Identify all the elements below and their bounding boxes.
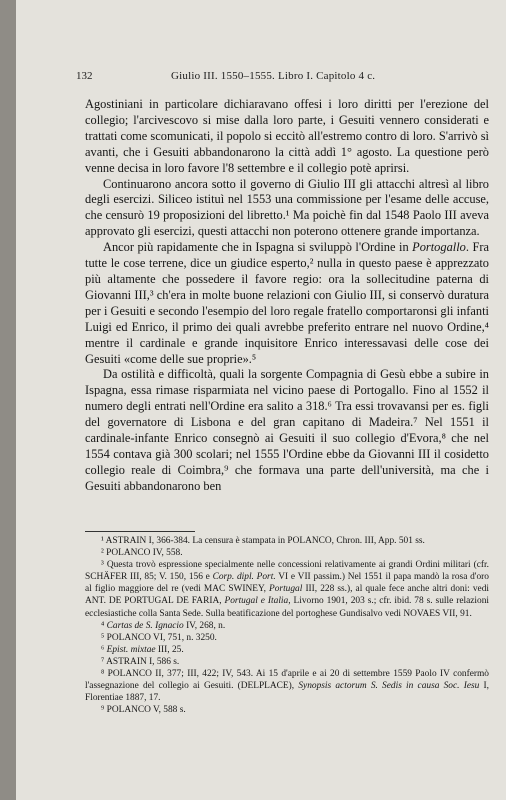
footnote-3 [85, 559, 489, 619]
paragraph-1: Agostiniani in particolare dichiaravano offesi i loro diritti per l'erezione del collegio; l'arcivescovo si mise dalla loro parte, i Gesuiti vennero considerati e trattati come scomunicati, il popolo si eccitò all'estremo contro di loro. S'arrivò sì avanti, che i Gesuiti abbandonarono la città addì 1° agosto. La questione però venne decisa in loro favore l'8 settembre e il collegio potè aprirsi. [85, 97, 489, 175]
main-text [85, 97, 489, 495]
paragraph-2: Continuarono ancora sotto il governo di Giulio III gli attacchi altresì al libro degli esercizi. Siliceo istituì nel 1553 una commissione per l'esame delle accuse, che censurò 19 proposizioni del libretto.¹ Ma poichè fin dal 1548 Paolo III aveva approvato gli esercizi, questi attacchi non poterono ottenere grande importanza. [85, 176, 489, 239]
page-number: 132 [76, 70, 93, 82]
footnote-8 [85, 668, 489, 704]
footnote-4-number: ⁴ [101, 620, 105, 631]
footnote-8-part: ⁸ POLANCO II, 377; III, 422; IV, 543. Ai 15 d'aprile e ai 20 di settembre 1559 Paolo IV confermò l'assegnazione del collegio ai Gesuiti. (DELPLACE), [85, 669, 489, 692]
paragraph-4: Da ostilità e difficoltà, quali la sorgente Compagnia di Gesù ebbe a subire in Ispagna, essa rimase risparmiata nel vicino paese di Portogallo. Fino al 1552 il numero degli entrati nell'Ordine era salito a 318.⁶ Tra essi trovavansi per es. figli del governatore di Lisbona e del gran capitano di Madeira.⁷ Nel 1551 il cardinale-infante Enrico consegnò ai Gesuiti il suo collegio d'Evora,⁸ che nel 1554 contava già 300 scolari; nel 1555 l'Ordine ebbe da Giovanni III il cosidetto collegio reale di Coimbra,⁹ che formava una parte dell'università, ma che i Gesuiti abbandonarono ben [85, 367, 489, 493]
paragraph-3-rest: . Fra tutte le cose terrene, dice un giudice esperto,² nulla in questo paese è apprezzato più altamente che possedere il favore regio: ora la sollecitudine paterna di Giovanni III,³ ch'era in molte buone relazioni con Giulio III, si conservò duratura per i Gesuiti e secondo l'esempio del loro regale fratello comportaronsi gli infanti Luigi ed Enrico, il primo dei quali avrebbe preferito entrare nel nuovo Ordine,⁴ mentre il cardinale e grande inquisitore Enrico interessavasi delle cose dei Gesuiti «come delle sue proprie».⁵ [85, 240, 489, 366]
footnote-3-part: , Livorno 1901, 203 s.; cfr. ibid. 78 s. sulle relazioni ecclesiastiche colla Santa Sede. Sulla beatificazione del portoghese Gundisalvo vedi NOVAES VII, 91. [85, 596, 490, 619]
footnote-divider [85, 531, 195, 532]
paragraph-3-start: Ancor più rapidamente che in Ispagna si sviluppò l'Ordine in [103, 240, 409, 255]
footnote-6 [85, 644, 489, 656]
footnote-5: ⁵ POLANCO VI, 751, n. 3250. [101, 632, 217, 643]
paragraph-3-italic: Portogallo [412, 240, 466, 255]
paragraph-3 [85, 240, 489, 367]
running-title: Giulio III. 1550–1555. Libro I. Capitolo 4 c. [171, 70, 376, 82]
footnote-3-italic: Portugal [269, 584, 303, 595]
footnote-3-part: III, 228 ss.), al quale fece anche altri doni: vedi ANT. DE PORTUGAL DE FARIA, [85, 584, 490, 607]
page-header [76, 70, 486, 86]
footnote-4-italic: Cartas de S. Ignacio [106, 620, 184, 631]
footnote-6-italic: Epist. mixtae [106, 644, 156, 655]
footnote-2: ² POLANCO IV, 558. [101, 548, 183, 559]
footnote-7: ⁷ ASTRAIN I, 586 s. [101, 656, 180, 667]
footnote-1: ¹ ASTRAIN I, 366-384. La censura è stampata in POLANCO, Chron. III, App. 501 ss. [101, 536, 425, 546]
footnote-8-italic: Synopsis actorum S. Sedis in causa Soc. Iesu [298, 681, 480, 692]
footnote-3-part: ³ Questa trovò espressione specialmente nelle concessioni relativamente ai grandi Ordini militari (cfr. SCHÄFER III, 85; V. 150, 156 e [85, 560, 489, 583]
footnote-8-part: I, Florentiae 1887, 17. [85, 681, 490, 704]
footnote-3-italic: Corp. dipl. Port. [212, 572, 276, 583]
footnote-4 [85, 620, 489, 632]
footnote-6-number: ⁶ [101, 644, 105, 655]
footnote-6-part: III, 25. [157, 644, 184, 655]
footnote-4-part: IV, 268, n. [186, 620, 226, 631]
footnote-9: ⁹ POLANCO V, 588 s. [101, 705, 186, 716]
footnote-3-italic: Portugal e Italia [224, 596, 289, 607]
book-page [16, 0, 506, 800]
footnotes [85, 535, 489, 716]
footnote-3-part: VI e VII passim.) Nel 1551 il papa mandò la rosa d'oro al figlio maggiore del re (vedi MAC SWINEY, [85, 572, 489, 595]
